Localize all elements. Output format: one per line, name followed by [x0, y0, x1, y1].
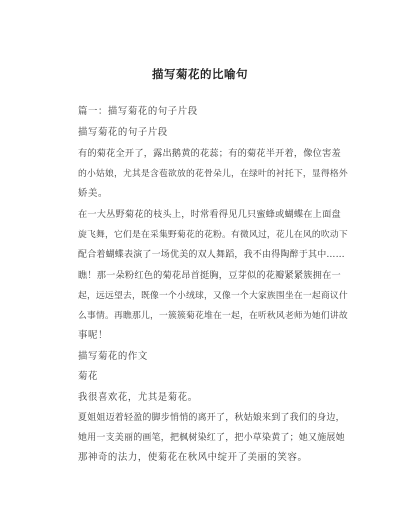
- page-title: 描写菊花的比喻句: [152, 67, 248, 81]
- subheading: 描写菊花的句子片段: [78, 127, 168, 138]
- paragraph-3-line-3: 么事情。再瞧那儿，一簇簇菊花堆在一起，在听秋风老师为她们讲故: [78, 311, 348, 321]
- paragraph-5-line-1: 夏姐姐迈着轻盈的脚步悄悄的离开了，秋姑娘来到了我们的身边，: [78, 413, 345, 423]
- paragraph-1-line-3: 娇美。: [78, 188, 108, 199]
- paragraph-2-line-1: 在一大丛野菊花的枝头上，时常看得见几只蜜蜂或蝴蝶在上面盘: [78, 209, 341, 220]
- essay-title: 描写菊花的作文: [78, 351, 148, 362]
- paragraph-3-line-2: 起，远远望去，既像一个小绒球，又像一个大家族围坐在一起商议什: [78, 291, 348, 301]
- section-heading: 篇一：描写菊花的句子片段: [78, 106, 198, 117]
- paragraph-5-line-3: 那神奇的法力，使菊花在秋风中绽开了美丽的笑容。: [78, 452, 308, 463]
- paragraph-1-line-1: 有的菊花全开了，露出鹅黄的花蕊；有的菊花半开着，像位害羞: [78, 148, 341, 159]
- paragraph-2-line-3: 配合着蝴蝶表演了一场优美的双人舞蹈，我不由得陶醉于其中……: [78, 250, 345, 260]
- paragraph-5-line-2: 她用一支美丽的画笔，把枫树染红了，把小草染黄了；她又施展她: [78, 433, 345, 443]
- essay-subtitle: 菊花: [78, 371, 98, 382]
- paragraph-3-line-1: 瞧！那一朵粉红色的菊花昂首挺胸，豆芽似的花瓣紧紧簇拥在一: [78, 270, 341, 281]
- paragraph-4-line-1: 我很喜欢花，尤其是菊花。: [78, 392, 198, 403]
- paragraph-1-line-2: 的小姑娘，尤其是含苞欲放的花骨朵儿，在绿叶的衬托下，显得格外: [78, 169, 348, 179]
- paragraph-3-line-4: 事呢！: [78, 330, 108, 341]
- paragraph-2-line-2: 旋飞舞，它们是在采集野菊花的花粉。有微风过，花儿在风的吹动下: [78, 230, 348, 240]
